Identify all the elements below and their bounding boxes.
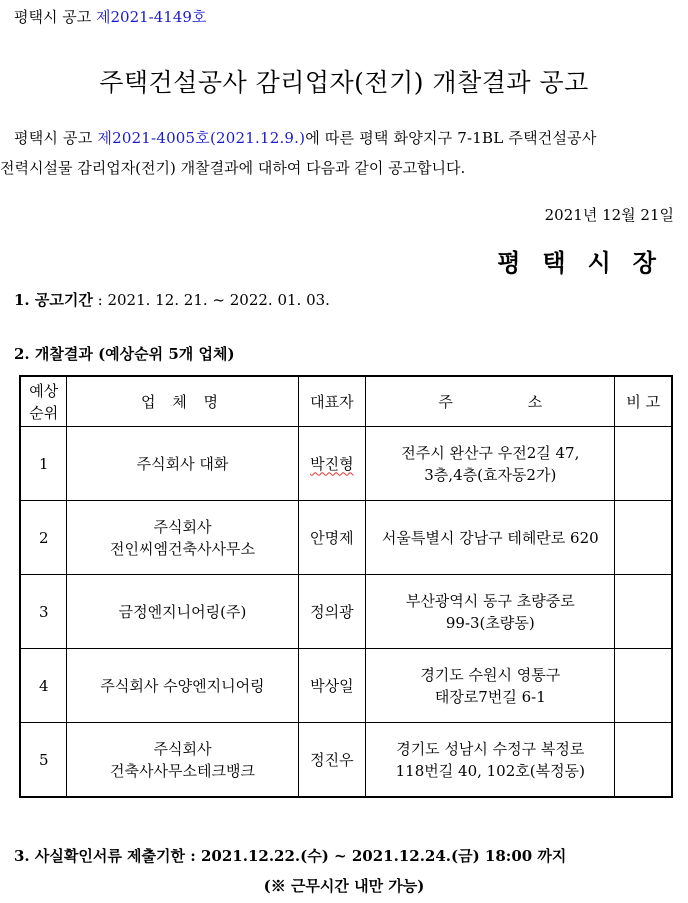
reference-number: 제2021-4005호(2021.12.9.) [97, 129, 306, 147]
company-line: 전인씨엠건축사사무소 [110, 539, 255, 558]
row-representative: 안명제 [298, 501, 366, 575]
table-row [20, 649, 672, 723]
working-hours-note: (※ 근무시간 내만 가능) [263, 877, 425, 895]
company-line: 금정엔지니어링(주) [118, 602, 247, 621]
address-line: 118번길 40, 102호(복정동) [395, 761, 585, 780]
row-company [67, 649, 298, 723]
body-prefix: 평택시 공고 [14, 129, 93, 147]
company-line: 주식회사 [153, 739, 212, 758]
body-line1-suffix: 에 따른 평택 화양지구 7-1BL 주택건설공사 [305, 129, 597, 147]
address-line: 경기도 성남시 수정구 복정로 [396, 739, 585, 758]
company-line: 주식회사 수양엔지니어링 [100, 676, 265, 695]
notice-number-line [14, 6, 206, 27]
period-label: 1. 공고기간 [14, 291, 93, 309]
results-table [19, 375, 673, 798]
row-representative: 정진우 [298, 723, 366, 798]
row-rank: 2 [20, 501, 67, 575]
row-address [366, 575, 615, 649]
address-line: 전주시 완산구 우전2길 47, [401, 443, 580, 462]
address-line: 부산광역시 동구 초량중로 [405, 591, 575, 610]
row-representative: 박상일 [298, 649, 366, 723]
header-company [67, 376, 298, 427]
header-address-label: 주 소 [438, 392, 543, 411]
row-representative [298, 427, 366, 501]
address-line: 서울특별시 강남구 테헤란로 620 [381, 528, 599, 547]
company-line: 주식회사 대화 [136, 454, 229, 473]
row-company [67, 575, 298, 649]
header-company-label: 업 체 명 [140, 392, 224, 411]
row-remarks [615, 501, 672, 575]
mayor-signature: 평택시장 [497, 248, 678, 277]
table-header-row [20, 376, 672, 427]
row-remarks [615, 575, 672, 649]
row-remarks [615, 723, 672, 798]
address-line: 경기도 수원시 영통구 [420, 665, 561, 684]
header-rank-line1: 예상 [29, 381, 59, 400]
row-address [366, 501, 615, 575]
header-address [366, 376, 615, 427]
row-address [366, 427, 615, 501]
row-representative: 정의광 [298, 575, 366, 649]
header-rank [20, 376, 67, 427]
address-line: 태장로7번길 6-1 [434, 687, 546, 706]
address-line: 3층,4층(효자동2가) [424, 465, 557, 484]
row-company [67, 723, 298, 798]
notice-number: 제2021-4149호 [96, 8, 207, 26]
table-row [20, 427, 672, 501]
body-line-1 [14, 127, 597, 148]
company-line: 건축사사무소테크뱅크 [110, 761, 255, 780]
row-rank: 1 [20, 427, 67, 501]
table-row [20, 723, 672, 798]
announcement-period [14, 289, 330, 310]
header-representative: 대표자 [298, 376, 366, 427]
row-address [366, 649, 615, 723]
results-heading: 2. 개찰결과 (예상순위 5개 업체) [14, 345, 235, 363]
table-row [20, 575, 672, 649]
row-remarks [615, 427, 672, 501]
row-rank: 5 [20, 723, 67, 798]
row-rank: 4 [20, 649, 67, 723]
notice-prefix: 평택시 공고 [14, 8, 92, 26]
document-title: 주택건설공사 감리업자(전기) 개찰결과 공고 [99, 68, 589, 97]
body-line-2: 전력시설물 감리업자(전기) 개찰결과에 대하여 다음과 같이 공고합니다. [0, 159, 466, 177]
header-rank-line2: 순위 [29, 403, 59, 422]
row-company [67, 501, 298, 575]
address-line: 99-3(초량동) [445, 613, 535, 632]
period-value: : 2021. 12. 21. ~ 2022. 01. 03. [97, 291, 330, 309]
submission-deadline: 3. 사실확인서류 제출기한 : 2021.12.22.(수) ~ 2021.12.24.(금) 18:00 까지 [14, 847, 567, 865]
row-remarks [615, 649, 672, 723]
row-rank: 3 [20, 575, 67, 649]
row-company [67, 427, 298, 501]
company-line: 주식회사 [153, 517, 212, 536]
header-remarks: 비 고 [615, 376, 672, 427]
table-row [20, 501, 672, 575]
representative-name: 박진형 [310, 454, 354, 473]
announcement-date: 2021년 12월 21일 [544, 206, 674, 224]
row-address [366, 723, 615, 798]
